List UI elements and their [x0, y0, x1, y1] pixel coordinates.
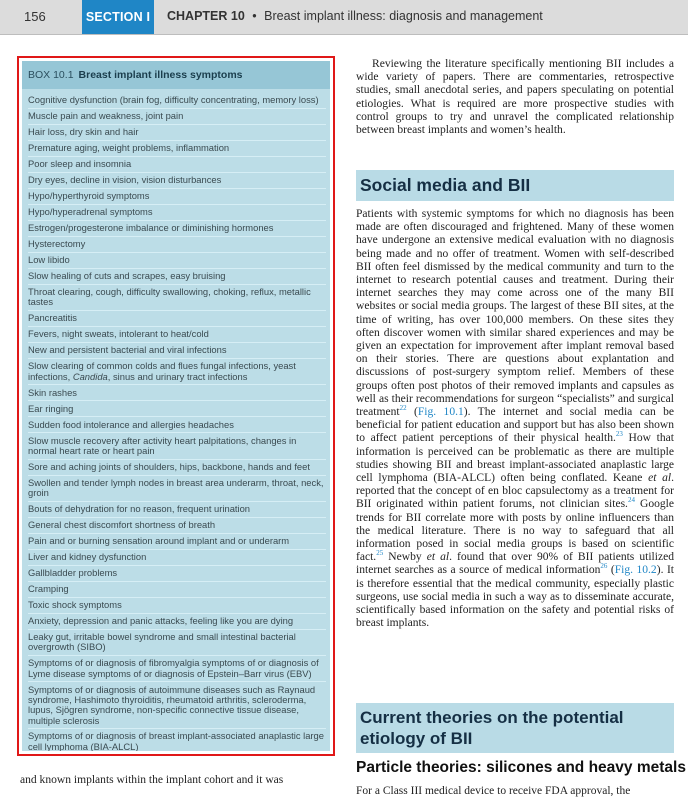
symptom-item: Sore and aching joints of shoulders, hips, backbone, hands and feet: [28, 460, 326, 476]
symptoms-box-highlight: [17, 56, 335, 756]
figure-link-10-1[interactable]: Fig. 10.1: [417, 406, 464, 419]
symptom-item: General chest discomfort shortness of breath: [28, 518, 326, 534]
chapter-title: [167, 9, 543, 23]
symptom-item: Muscle pain and weakness, joint pain: [28, 109, 326, 125]
chapter-name: Breast implant illness: diagnosis and management: [264, 9, 543, 23]
symptom-item: Slow clearing of common colds and flues fungal infections, yeast infections, Candida, sinus and urinary tract infections: [28, 359, 326, 385]
figure-link-10-2[interactable]: Fig. 10.2: [614, 564, 657, 577]
symptom-item: New and persistent bacterial and viral infections: [28, 343, 326, 359]
symptom-item: Throat clearing, cough, difficulty swallowing, choking, reflux, metallic tastes: [28, 285, 326, 311]
citation-22[interactable]: 22: [399, 404, 407, 413]
symptom-item: Dry eyes, decline in vision, vision disturbances: [28, 173, 326, 189]
symptom-item: Symptoms of or diagnosis of breast implant-associated anaplastic large cell lymphoma (BIA-ALCL): [28, 729, 326, 751]
citation-23[interactable]: 23: [615, 430, 623, 439]
symptom-item: Skin rashes: [28, 385, 326, 401]
symptom-item: Hypo/hyperthyroid symptoms: [28, 189, 326, 205]
symptom-item: Swollen and tender lymph nodes in breast area underarm, throat, neck, groin: [28, 476, 326, 502]
particle-theories-subheading: Particle theories: silicones and heavy metals: [356, 759, 686, 776]
box-title: Breast implant illness symptoms: [78, 69, 243, 81]
citation-24[interactable]: 24: [627, 496, 635, 505]
right-column-continuation: For a Class III medical device to receive FDA approval, the: [356, 785, 631, 797]
symptom-item: Poor sleep and insomnia: [28, 157, 326, 173]
chapter-label: CHAPTER 10: [167, 9, 245, 23]
symptom-item: Hypo/hyperadrenal symptoms: [28, 205, 326, 221]
symptom-item: Liver and kidney dysfunction: [28, 550, 326, 566]
symptom-item: Toxic shock symptoms: [28, 598, 326, 614]
symptom-item: Anxiety, depression and panic attacks, feeling like you are dying: [28, 614, 326, 630]
left-column-continuation: and known implants within the implant cohort and it was: [20, 774, 284, 786]
citation-26[interactable]: 26: [600, 562, 608, 571]
symptom-item: Fevers, night sweats, intolerant to heat/cold: [28, 327, 326, 343]
symptom-item: Estrogen/progesterone imbalance or diminishing hormones: [28, 221, 326, 237]
social-media-paragraph: Patients with systemic symptoms for which no diagnosis has been made are often discouraged and frightened. Many of these women have undergone an extensive medical evaluation with no diagnosis being made and no offer of treatment. Women with self-described BII often feel dismissed by the medical community and turn to the internet to research potential causes and treatment. During their internet searches they may come across one of the many BII websites or social media groups. The largest of these BII sites, at the time of writing, has over 100,000 members. On these sites they often discover women with similar shared experiences and may be given an expectation for improvement after implant removal based on their stories. There are questions about explantation and discussions of post-surgery symptom relief. Members of these groups often post photos of their removed implants and capsules as well as their recommendations for surgeon “specialists” and surgical treatment$^{22}$ (Fig. 10.1). The internet and social media can be beneficial for patient education and support but has also been shown to affect patient perceptions of their physical health.$^{23}$ How that information is perceived can be problematic as there are multiple studies showing BII and breast implant-associated anaplastic large cell lymphoma (BIA-ALCL) often being conflated. Keane et al. reported that the concept of en bloc capsulectomy as a treatment for BII originated within patient forums, not clinician sites.$^{24}$ Google trends for BII correlate more with posts by online influencers than the medical literature. There is no way to safeguard that all information posed in social media groups is based on scientific fact.$^{25}$ Newby et al. found that over 90% of BII patients utilized internet searches as a source of medical information$^{26}$ (Fig. 10.2). It is therefore essential that the medical community, especially plastic surgeons, use social media in such a way as to disseminate accurate, scientifically based information on the safety and potential risks of breast implants.: [356, 208, 675, 630]
section-tab: SECTION I: [82, 0, 154, 34]
symptom-item: Premature aging, weight problems, inflammation: [28, 141, 326, 157]
symptom-item: Bouts of dehydration for no reason, frequent urination: [28, 502, 326, 518]
symptom-item: Cognitive dysfunction (brain fog, difficulty concentrating, memory loss): [28, 93, 326, 109]
citation-25[interactable]: 25: [376, 549, 384, 558]
symptom-item: Slow healing of cuts and scrapes, easy bruising: [28, 269, 326, 285]
symptom-item: Symptoms of or diagnosis of autoimmune diseases such as Raynaud syndrome, Hashimoto thyroiditis, rheumatoid arthritis, scleroderma, lupus, Sjögren syndrome, non-specific connective tissue disease, multiple sclerosis: [28, 682, 326, 729]
symptom-item: Hysterectomy: [28, 237, 326, 253]
theories-heading: Current theories on the potential etiology of BII: [356, 703, 674, 753]
symptom-item: Ear ringing: [28, 401, 326, 417]
symptom-item: Leaky gut, irritable bowel syndrome and small intestinal bacterial overgrowth (SIBO): [28, 630, 326, 656]
box-header: [22, 61, 330, 89]
symptom-item: Slow muscle recovery after activity heart palpitations, changes in normal heart rate or heart pain: [28, 433, 326, 459]
social-media-heading: Social media and BII: [356, 170, 674, 201]
chapter-bullet: •: [252, 9, 257, 23]
symptom-item: Hair loss, dry skin and hair: [28, 125, 326, 141]
symptom-item: Low libido: [28, 253, 326, 269]
symptom-item: Cramping: [28, 582, 326, 598]
page-number: 156: [24, 9, 46, 24]
symptoms-box: [22, 61, 330, 751]
box-number: BOX 10.1: [28, 69, 74, 81]
symptom-list: [22, 89, 330, 751]
page-header: [0, 0, 688, 35]
symptom-item: Gallbladder problems: [28, 566, 326, 582]
symptom-item: Symptoms of or diagnosis of fibromyalgia symptoms of or diagnosis of Lyme disease symptoms of or diagnosis of Epstein–Barr virus (EBV): [28, 656, 326, 682]
intro-paragraph: Reviewing the literature specifically mentioning BII includes a wide variety of papers. There are commentaries, retrospective studies, small anecdotal series, and papers speculating on potential etiologies. What is required are more prospective studies with control groups to try and unravel the complicated relationship between breast implants and women’s health.: [356, 58, 674, 137]
symptom-item: Pancreatitis: [28, 311, 326, 327]
symptom-item: Pain and or burning sensation around implant and or underarm: [28, 534, 326, 550]
symptom-item: Sudden food intolerance and allergies headaches: [28, 417, 326, 433]
